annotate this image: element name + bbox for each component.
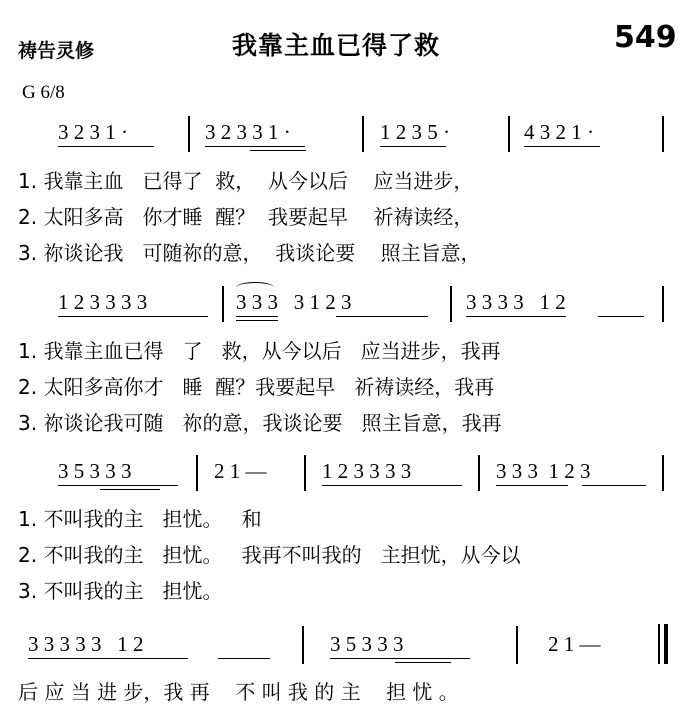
beam <box>336 316 428 317</box>
barline <box>478 455 480 491</box>
measure-3-3: 1 2 3 3 3 3 <box>322 459 412 483</box>
beam <box>582 485 646 486</box>
beam <box>395 662 451 663</box>
final-barline-thick <box>664 624 668 664</box>
beam <box>598 316 644 317</box>
barline <box>516 626 518 664</box>
beam <box>58 146 154 147</box>
measure-4-1: 3 3 3 3 3 1 2 <box>28 632 144 656</box>
lyric-line: 2. 太阳多高 你才睡 醒？ 我要起早 祈祷读经， <box>18 205 474 229</box>
barline <box>450 286 452 322</box>
measure-4-2: 3 5 3 3 3 <box>330 632 404 656</box>
measure-1-2: 3 2 3 3 1 · <box>205 120 291 144</box>
barline <box>304 455 306 491</box>
beam <box>28 658 188 659</box>
measure-2-2: 3 3 3 3 1 2 3 <box>236 290 352 314</box>
beam <box>380 146 446 147</box>
lyric-line: 3. 祢谈论我 可随祢的意， 我谈论要 照主旨意， <box>18 241 481 265</box>
barline <box>222 286 224 322</box>
beam <box>322 485 462 486</box>
key-signature: G 6/8 <box>22 82 65 103</box>
lyric-line: 2. 不叫我的主 担忧。 我再不叫我的 主担忧，从今以 <box>18 543 521 567</box>
beam <box>466 316 566 317</box>
beam <box>218 658 270 659</box>
measure-1-1: 3 2 3 1 · <box>58 120 128 144</box>
beam <box>236 316 278 317</box>
measure-3-1: 3 5 3 3 3 <box>58 459 132 483</box>
beam <box>100 489 160 490</box>
final-barline-thin <box>658 624 660 664</box>
measure-1-4: 4 3 2 1 · <box>524 120 594 144</box>
lyric-line: 2. 太阳多高你才 睡 醒？我要起早 祈祷读经，我再 <box>18 375 495 399</box>
lyric-line: 1. 我靠主血 已得了 救， 从今以后 应当进步， <box>18 169 474 193</box>
hymn-number: 549 <box>614 20 677 55</box>
measure-3-4: 3 3 3 1 2 3 <box>496 459 591 483</box>
hymn-title: 我靠主血已得了救 <box>232 31 441 60</box>
barline <box>662 286 664 322</box>
barline <box>662 455 664 491</box>
lyric-line: 后 应 当 进 步，我 再 不 叫 我 的 主 担 忧 。 <box>18 680 459 704</box>
measure-1-3: 1 2 3 5 · <box>380 120 450 144</box>
barline <box>196 455 198 491</box>
beam <box>250 150 306 151</box>
lyric-line: 3. 祢谈论我可随 祢的意，我谈论要 照主旨意，我再 <box>18 411 502 435</box>
lyric-line: 1. 不叫我的主 担忧。 和 <box>18 507 262 531</box>
barline <box>188 116 190 152</box>
beam <box>496 485 568 486</box>
measure-4-3: 2 1 — <box>548 632 601 656</box>
barline <box>362 116 364 152</box>
beam <box>205 146 305 147</box>
measure-3-2: 2 1 — <box>214 459 267 483</box>
measure-2-3: 3 3 3 3 1 2 <box>466 290 566 314</box>
beam <box>330 658 470 659</box>
beam <box>58 485 178 486</box>
lyric-line: 1. 我靠主血已得 了 救，从今以后 应当进步，我再 <box>18 339 501 363</box>
barline <box>662 116 664 152</box>
barline <box>508 116 510 152</box>
lyric-line: 3. 不叫我的主 担忧。 <box>18 579 223 603</box>
beam <box>58 316 208 317</box>
beam <box>236 320 278 321</box>
hymn-category: 祷告灵修 <box>18 40 95 62</box>
beam <box>524 146 600 147</box>
measure-2-1: 1 2 3 3 3 3 <box>58 290 148 314</box>
barline <box>302 626 304 664</box>
